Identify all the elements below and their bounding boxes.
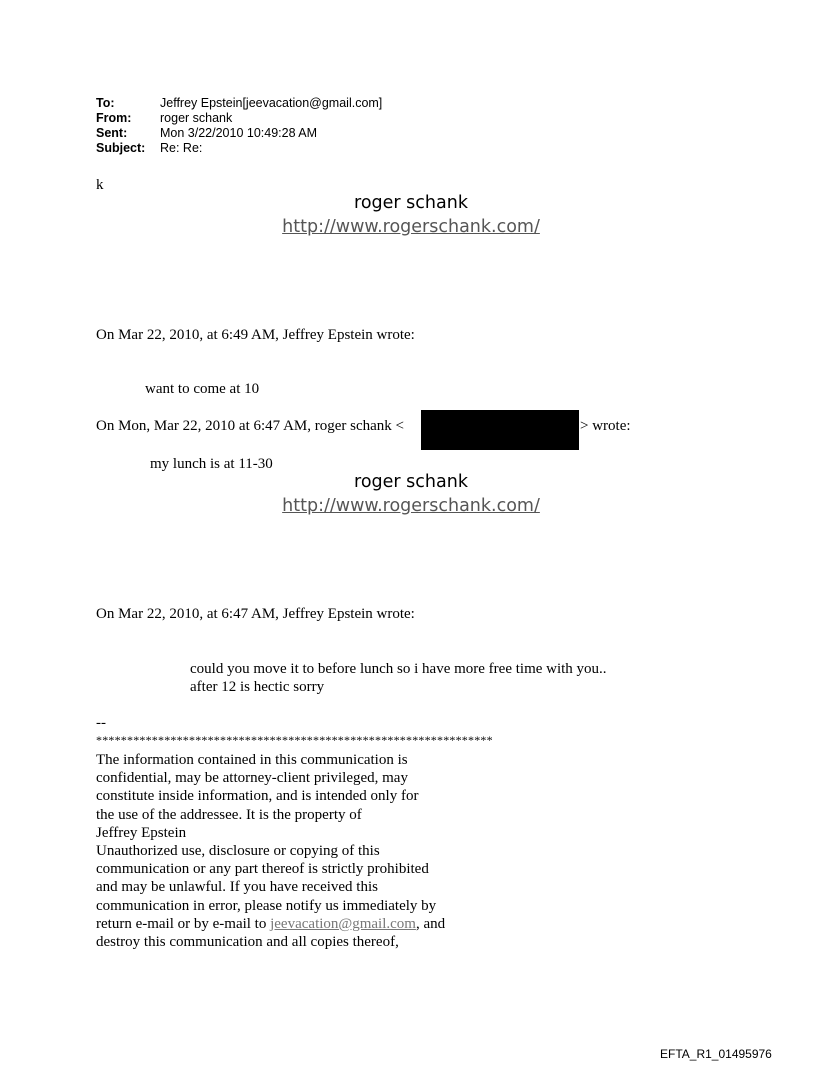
disclaimer-line: Unauthorized use, disclosure or copying of this bbox=[96, 843, 380, 860]
quote2-intro-prefix: On Mon, Mar 22, 2010 at 6:47 AM, roger schank < bbox=[96, 418, 405, 434]
signature-dashes: -- bbox=[96, 715, 106, 731]
subject-label: Subject: bbox=[96, 141, 146, 155]
sent-label: Sent: bbox=[96, 126, 128, 140]
signature2-name: roger schank bbox=[354, 472, 468, 492]
disclaimer-line: destroy this communication and all copies thereof, bbox=[96, 934, 399, 951]
quote3-line1: could you move it to before lunch so i have more free time with you.. bbox=[190, 661, 607, 677]
disclaimer-line: constitute inside information, and is intended only for bbox=[96, 788, 419, 805]
disclaimer-line: the use of the addressee. It is the property of bbox=[96, 806, 362, 823]
quote2-text: my lunch is at 11-30 bbox=[150, 456, 273, 472]
signature-name: roger schank bbox=[354, 193, 468, 213]
quote3-intro: On Mar 22, 2010, at 6:47 AM, Jeffrey Epstein wrote: bbox=[96, 606, 415, 622]
quote1-text: want to come at 10 bbox=[145, 381, 260, 397]
quote1-intro: On Mar 22, 2010, at 6:49 AM, Jeffrey Epstein wrote: bbox=[96, 327, 415, 343]
disclaimer-line-suffix: , and bbox=[415, 915, 446, 932]
email-link[interactable]: jeevacation@gmail.com bbox=[270, 915, 416, 932]
subject-value: Re: Re: bbox=[160, 141, 203, 155]
reply-text: k bbox=[96, 177, 104, 193]
disclaimer-line: confidential, may be attorney-client privileged, may bbox=[96, 770, 408, 787]
disclaimer-line-with-email bbox=[96, 915, 445, 933]
from-value: roger schank bbox=[160, 111, 233, 125]
signature2-url-link[interactable]: http://www.rogerschank.com/ bbox=[282, 496, 540, 516]
disclaimer-line: Jeffrey Epstein bbox=[96, 824, 187, 841]
redaction-box bbox=[421, 410, 579, 450]
quote3-line2: after 12 is hectic sorry bbox=[190, 679, 325, 695]
disclaimer-line: communication or any part thereof is strictly prohibited bbox=[96, 861, 429, 878]
document-id: EFTA_R1_01495976 bbox=[660, 1047, 772, 1061]
sent-value: Mon 3/22/2010 10:49:28 AM bbox=[160, 126, 318, 140]
from-label: From: bbox=[96, 111, 132, 125]
stars-divider: **************************************************************** bbox=[96, 733, 493, 747]
disclaimer-line: and may be unlawful. If you have received this bbox=[96, 879, 378, 896]
disclaimer-line: The information contained in this communication is bbox=[96, 752, 408, 768]
disclaimer-line: communication in error, please notify us immediately by bbox=[96, 897, 437, 914]
to-label: To: bbox=[96, 96, 115, 110]
confidentiality-disclaimer bbox=[96, 751, 445, 951]
signature-url-link[interactable]: http://www.rogerschank.com/ bbox=[282, 217, 540, 237]
disclaimer-line-prefix: return e-mail or by e-mail to bbox=[96, 915, 271, 932]
quote2-intro-suffix: > wrote: bbox=[580, 418, 631, 434]
to-value: Jeffrey Epstein[jeevacation@gmail.com] bbox=[160, 96, 383, 110]
